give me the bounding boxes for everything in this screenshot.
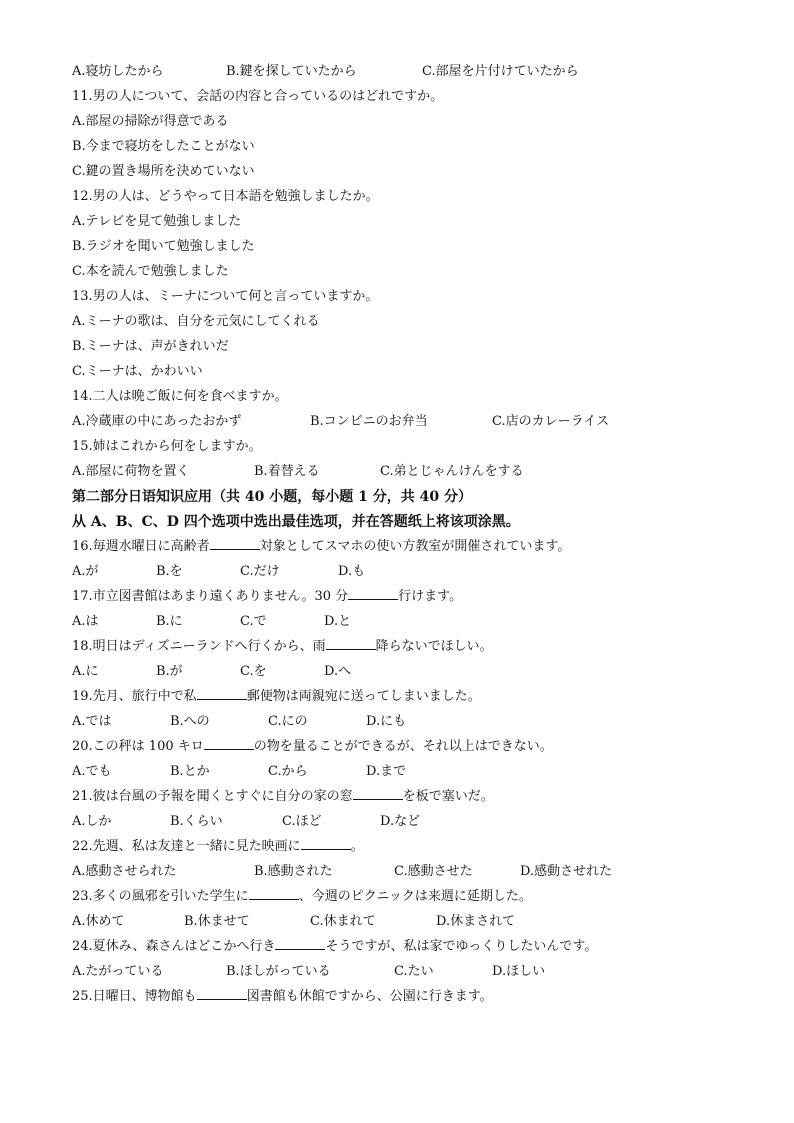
stem-text: 郵便物は両親宛に送ってしまいました。 [246, 689, 481, 704]
option-a: A.感動させられた [72, 864, 177, 879]
option-c: C.ほど [282, 814, 322, 829]
stem-text: 。 [350, 839, 364, 854]
q17-options [72, 612, 752, 637]
stem-text: 18.明日はディズニーランドへ行くから、雨 [72, 639, 326, 654]
q16-options [72, 562, 752, 587]
q16-stem [72, 537, 752, 562]
option-d: D.ほしい [492, 964, 546, 979]
option-a: A.冷蔵庫の中にあったおかず [72, 414, 242, 429]
option-c: C.を [240, 664, 267, 679]
stem-text: 24.夏休み、森さんはどこかへ行き [72, 939, 276, 954]
stem-text: 降らないでほしい。 [375, 639, 493, 654]
q17-stem [72, 587, 752, 612]
answer-blank [348, 587, 398, 600]
option-c: C.から [268, 764, 308, 779]
q18-options [72, 662, 752, 687]
answer-blank [210, 537, 260, 550]
option-b: B.感動された [254, 864, 333, 879]
option-b: B.への [170, 714, 210, 729]
q24-options [72, 962, 752, 987]
option-a: A.でも [72, 764, 112, 779]
option-a: A.休めて [72, 914, 125, 929]
section-instruction: 从 A、B、C、D 四个选项中选出最佳选项，并在答题纸上将该项涂黑。 [72, 514, 520, 530]
option-b: B.くらい [170, 814, 223, 829]
option-d: D.まで [366, 764, 407, 779]
option-d: D.と [324, 614, 352, 629]
answer-blank [275, 937, 325, 950]
question-list [72, 62, 752, 1012]
q22-stem [72, 837, 752, 862]
stem-text: そうですが、私は家でゆっくりしたいんです。 [325, 939, 598, 954]
option-d: D.へ [324, 664, 352, 679]
q21-stem [72, 787, 752, 812]
q23-stem [72, 887, 752, 912]
option-a: A.が [72, 564, 99, 579]
q10-options [72, 62, 752, 87]
answer-blank [301, 837, 351, 850]
option-c: C.休まれて [310, 914, 376, 929]
q13-option-c: C.ミーナは、かわいい [72, 364, 203, 379]
q18-stem [72, 637, 752, 662]
stem-text: 25.日曜日、博物館も [72, 989, 197, 1004]
option-c: C.で [240, 614, 267, 629]
stem-text: 16.毎週水曜日に高齢者 [72, 539, 210, 554]
q11-option-c: C.鍵の置き場所を決めていない [72, 164, 255, 179]
q13-option-b: B.ミーナは、声がきれいだ [72, 339, 229, 354]
section-title: 第二部分日语知识应用（共 40 小题，每小题 1 分，共 40 分） [72, 489, 472, 505]
q12-option-b: B.ラジオを聞いて勉強しました [72, 239, 255, 254]
answer-blank [204, 737, 254, 750]
option-d: D.など [380, 814, 421, 829]
q15-stem: 15.姉はこれから何をしますか。 [72, 439, 262, 454]
option-b: B.ほしがっている [226, 964, 331, 979]
answer-blank [249, 887, 299, 900]
q19-stem [72, 687, 752, 712]
q14-stem: 14.二人は晩ご飯に何を食べますか。 [72, 389, 288, 404]
option-c: C.店のカレーライス [492, 414, 610, 429]
option-d: D.感動させれた [520, 864, 613, 879]
option-a: A.では [72, 714, 112, 729]
stem-text: を板で塞いだ。 [402, 789, 494, 804]
stem-text: 22.先週、私は友達と一緒に見た映画に [72, 839, 301, 854]
q25-stem [72, 987, 752, 1012]
stem-text: 対象としてスマホの使い方教室が開催されています。 [259, 539, 571, 554]
option-b: B.着替える [254, 464, 320, 479]
option-c: C.弟とじゃんけんをする [380, 464, 524, 479]
option-b: B.とか [170, 764, 210, 779]
q11-option-b: B.今まで寝坊をしたことがない [72, 139, 255, 154]
q19-options [72, 712, 752, 737]
q20-stem [72, 737, 752, 762]
option-d: D.も [338, 564, 366, 579]
stem-text: 23.多くの風邪を引いた学生に [72, 889, 249, 904]
q23-options [72, 912, 752, 937]
option-b: B.を [156, 564, 183, 579]
q13-stem: 13.男の人は、ミーナについて何と言っていますか。 [72, 289, 379, 304]
answer-blank [197, 987, 247, 1000]
answer-blank [197, 687, 247, 700]
option-a: A.しか [72, 814, 112, 829]
q11-option-a: A.部屋の掃除が得意である [72, 114, 229, 129]
q20-options [72, 762, 752, 787]
option-a: A.に [72, 664, 99, 679]
stem-text: 17.市立図書館はあまり遠くありません。30 分 [72, 589, 349, 604]
option-a: A.は [72, 614, 99, 629]
option-c: C.にの [268, 714, 308, 729]
stem-text: 図書館も休館ですから、公園に行きます。 [246, 989, 493, 1004]
option-d: D.にも [366, 714, 407, 729]
option-a: A.部屋に荷物を置く [72, 464, 190, 479]
option-a: A.たがっている [72, 964, 164, 979]
option-c: C.部屋を片付けていたから [422, 64, 579, 79]
q15-options [72, 462, 752, 487]
q24-stem [72, 937, 752, 962]
q14-options [72, 412, 752, 437]
q21-options [72, 812, 752, 837]
stem-text: 21.彼は台風の予報を聞くとすぐに自分の家の窓 [72, 789, 353, 804]
option-a: A.寝坊したから [72, 64, 164, 79]
option-c: C.感動させた [394, 864, 473, 879]
q12-option-c: C.本を読んで勉強しました [72, 264, 229, 279]
option-d: D.休まされて [436, 914, 516, 929]
option-c: C.たい [394, 964, 434, 979]
stem-text: 行けます。 [398, 589, 463, 604]
answer-blank [353, 787, 403, 800]
option-b: B.コンビニのお弁当 [310, 414, 428, 429]
stem-text: 、今週のピクニックは来週に延期した。 [298, 889, 532, 904]
q12-option-a: A.テレビを見て勉強しました [72, 214, 242, 229]
q11-stem: 11.男の人について、会話の内容と合っているのはどれですか。 [72, 89, 444, 104]
option-b: B.鍵を探していたから [226, 64, 357, 79]
q12-stem: 12.男の人は、どうやって日本語を勉強しましたか。 [72, 189, 379, 204]
stem-text: 20.この秤は 100 キロ [72, 739, 204, 754]
option-b: B.が [156, 664, 183, 679]
option-b: B.休ませて [184, 914, 250, 929]
stem-text: の物を量ることができるが、それ以上はできない。 [253, 739, 553, 754]
q22-options [72, 862, 752, 887]
option-b: B.に [156, 614, 183, 629]
stem-text: 19.先月、旅行中で私 [72, 689, 197, 704]
option-c: C.だけ [240, 564, 280, 579]
answer-blank [326, 637, 376, 650]
q13-option-a: A.ミーナの歌は、自分を元気にしてくれる [72, 314, 320, 329]
